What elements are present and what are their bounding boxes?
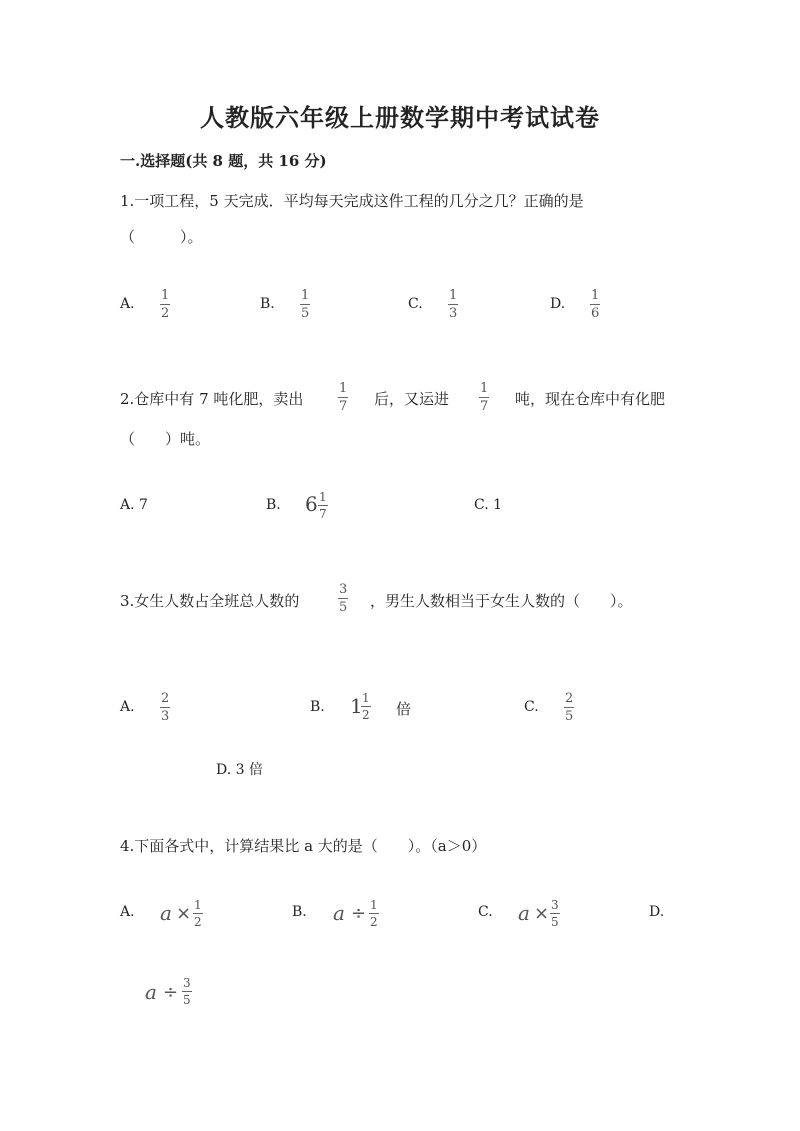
fraction [318, 491, 328, 520]
mixed-number-whole: 6 [305, 492, 318, 516]
denominator: 2 [362, 708, 370, 722]
numerator: 3 [551, 898, 559, 912]
option-label: C. [524, 699, 539, 715]
section-heading: 一.选择题(共 8 题，共 16 分) [120, 152, 327, 170]
denominator: 6 [591, 306, 600, 321]
variable-a: a [145, 980, 157, 1004]
question-2-fraction-1 [338, 382, 348, 413]
denominator: 2 [370, 915, 378, 929]
numerator: 3 [339, 582, 348, 597]
divide-sign: ÷ [351, 903, 367, 924]
question-2-text-part2: 后，又运进 [374, 390, 450, 408]
fraction [564, 692, 574, 723]
numerator: 1 [339, 381, 348, 396]
question-3-option-d[interactable]: D. 3 倍 [216, 762, 263, 778]
numerator: 1 [161, 288, 170, 303]
numerator: 1 [301, 288, 310, 303]
numerator: 1 [591, 288, 600, 303]
option-label: A. [120, 904, 135, 920]
question-2-text-part3: 吨，现在仓库中有化肥 [515, 390, 666, 408]
fraction [160, 289, 170, 320]
numerator: 1 [194, 898, 202, 912]
numerator: 1 [370, 898, 378, 912]
denominator: 5 [551, 915, 559, 929]
denominator: 5 [339, 600, 348, 615]
numerator: 1 [480, 381, 489, 396]
multiply-sign: × [176, 903, 192, 924]
denominator: 2 [161, 306, 170, 321]
numerator: 2 [565, 691, 574, 706]
denominator: 5 [565, 709, 574, 724]
option-label: B. [266, 497, 281, 513]
option-label: A. [120, 296, 135, 312]
option-label: B. [310, 699, 325, 715]
fraction [369, 899, 379, 928]
denominator: 7 [480, 399, 489, 414]
question-2-fraction-2 [479, 382, 489, 413]
numerator: 1 [319, 490, 327, 504]
question-3-text-part2: ，男生人数相当于女生人数的（ ）。 [370, 592, 633, 610]
question-3-text-part1: 3.女生人数占全班总人数的 [120, 592, 300, 610]
denominator: 5 [183, 993, 191, 1007]
multiply-sign: × [534, 903, 550, 924]
numerator: 1 [449, 288, 458, 303]
fraction [193, 899, 203, 928]
fraction [448, 289, 458, 320]
denominator: 3 [449, 306, 458, 321]
question-3-fraction [338, 583, 348, 614]
question-4-text: 4.下面各式中，计算结果比 a 大的是（ ）。（a＞0） [120, 837, 487, 855]
fraction [300, 289, 310, 320]
variable-a: a [333, 901, 345, 925]
question-2-option-a[interactable]: A. 7 [120, 497, 148, 513]
option-label: C. [408, 296, 423, 312]
fraction [361, 692, 371, 721]
fraction [550, 899, 560, 928]
option-label: B. [260, 296, 275, 312]
option-label: A. [120, 699, 135, 715]
question-1-text: 1.一项工程，5 天完成．平均每天完成这件工程的几分之几？正确的是 [120, 192, 584, 210]
denominator: 5 [301, 306, 310, 321]
denominator: 3 [161, 709, 170, 724]
numerator: 1 [362, 691, 370, 705]
variable-a: a [160, 901, 172, 925]
numerator: 2 [161, 691, 170, 706]
option-label: D. [649, 904, 665, 920]
divide-sign: ÷ [163, 982, 179, 1003]
option-label: B. [292, 904, 307, 920]
option-label: C. [478, 904, 493, 920]
mixed-number-whole: 1 [350, 694, 363, 718]
question-2-blank: （ ）吨。 [120, 430, 211, 448]
denominator: 7 [319, 507, 327, 521]
variable-a: a [518, 901, 530, 925]
page-title: 人教版六年级上册数学期中考试试卷 [200, 103, 600, 132]
unit-times: 倍 [396, 700, 412, 718]
fraction [590, 289, 600, 320]
question-2-text-part1: 2.仓库中有 7 吨化肥，卖出 [120, 390, 304, 408]
option-label: D. [550, 296, 566, 312]
denominator: 2 [194, 915, 202, 929]
numerator: 3 [183, 976, 191, 990]
question-1-blank: （ ）。 [120, 228, 203, 246]
fraction [160, 692, 170, 723]
question-2-option-c[interactable]: C. 1 [474, 497, 503, 513]
fraction [182, 977, 192, 1006]
denominator: 7 [339, 399, 348, 414]
